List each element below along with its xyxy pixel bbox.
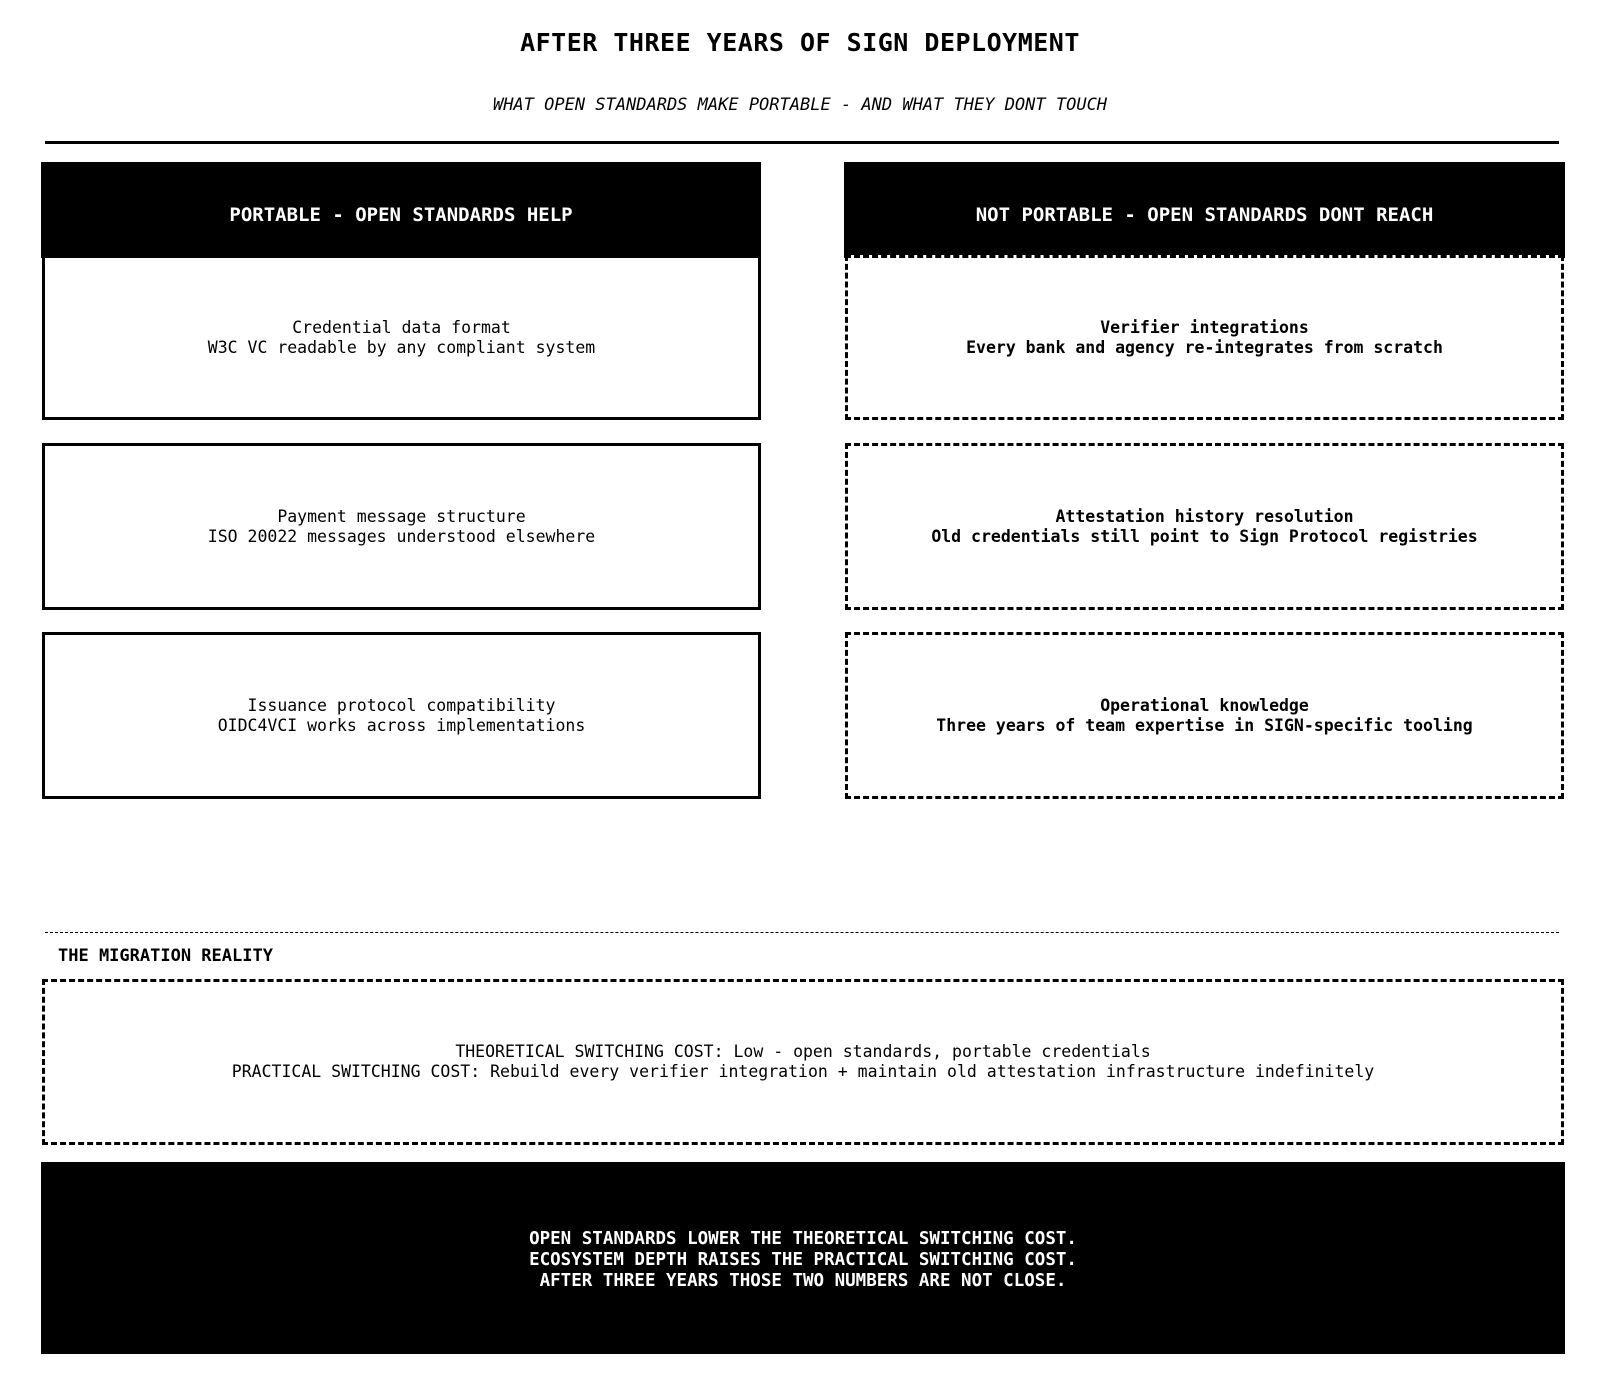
portable-column-header xyxy=(41,162,761,258)
not-portable-item-title: Verifier integrations xyxy=(1100,317,1309,337)
not-portable-item-detail: Every bank and agency re-integrates from scratch xyxy=(966,337,1443,357)
portable-item-credential-format xyxy=(42,255,761,420)
portable-item-title: Issuance protocol compatibility xyxy=(247,695,556,715)
page-title: AFTER THREE YEARS OF SIGN DEPLOYMENT xyxy=(520,28,1080,57)
not-portable-item-title: Attestation history resolution xyxy=(1055,506,1354,526)
portable-item-detail: W3C VC readable by any compliant system xyxy=(207,337,596,357)
conclusion-line: OPEN STANDARDS LOWER THE THEORETICAL SWITCHING COST. xyxy=(529,1228,1077,1249)
not-portable-item-detail: Three years of team expertise in SIGN-specific tooling xyxy=(936,715,1473,735)
conclusion-line: ECOSYSTEM DEPTH RAISES THE PRACTICAL SWITCHING COST. xyxy=(529,1249,1077,1270)
portable-item-issuance-protocol xyxy=(42,632,761,799)
portable-item-payment-structure xyxy=(42,443,761,610)
migration-cost-box xyxy=(42,979,1564,1145)
not-portable-item-detail: Old credentials still point to Sign Protocol registries xyxy=(931,526,1478,546)
top-divider xyxy=(45,141,1559,144)
not-portable-item-title: Operational knowledge xyxy=(1100,695,1309,715)
portable-heading: PORTABLE - OPEN STANDARDS HELP xyxy=(229,204,573,226)
practical-cost-line: PRACTICAL SWITCHING COST: Rebuild every verifier integration + maintain old attestation infrastructure indefinitely xyxy=(231,1062,1375,1081)
portable-item-title: Credential data format xyxy=(292,317,511,337)
portable-item-title: Payment message structure xyxy=(277,506,526,526)
migration-section-label: THE MIGRATION REALITY xyxy=(58,946,273,966)
theoretical-cost-line: THEORETICAL SWITCHING COST: Low - open standards, portable credentials xyxy=(455,1042,1151,1061)
not-portable-item-verifier-integrations xyxy=(845,255,1564,420)
not-portable-item-attestation-history xyxy=(845,443,1564,610)
section-divider xyxy=(45,932,1559,933)
not-portable-heading: NOT PORTABLE - OPEN STANDARDS DONT REACH xyxy=(975,204,1434,226)
not-portable-column-header xyxy=(844,162,1565,258)
conclusion-line: AFTER THREE YEARS THOSE TWO NUMBERS ARE NOT CLOSE. xyxy=(539,1270,1067,1291)
portable-item-detail: OIDC4VCI works across implementations xyxy=(217,715,586,735)
portable-item-detail: ISO 20022 messages understood elsewhere xyxy=(207,526,596,546)
not-portable-item-operational-knowledge xyxy=(845,632,1564,799)
page-subtitle: WHAT OPEN STANDARDS MAKE PORTABLE - AND WHAT THEY DONT TOUCH xyxy=(492,95,1108,115)
conclusion-box xyxy=(41,1162,1565,1354)
